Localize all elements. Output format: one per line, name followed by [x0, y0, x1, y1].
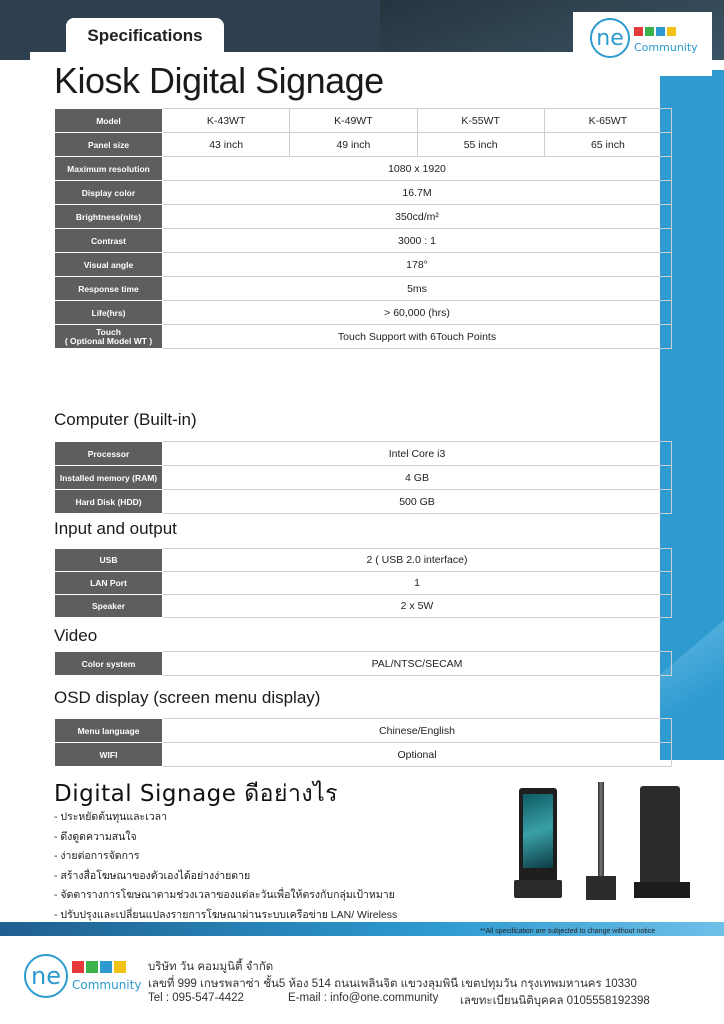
section-heading-video: Video — [54, 626, 98, 645]
row-label: Color system — [55, 652, 163, 676]
row-label: Menu language — [55, 719, 163, 743]
logo-color-squares — [634, 23, 698, 41]
section-heading-io: Input and output — [54, 519, 177, 538]
table-cell: K-43WT — [163, 109, 290, 133]
row-label: WIFI — [55, 743, 163, 767]
table-row — [55, 253, 672, 277]
logo-square-blue — [100, 961, 112, 973]
table-cell: 2 ( USB 2.0 interface) — [163, 549, 672, 572]
table-row — [55, 743, 672, 767]
company-email: E-mail : info@one.community — [288, 992, 439, 1004]
row-label: Visual angle — [55, 253, 163, 277]
table-cell: 43 inch — [163, 133, 290, 157]
logo-square-yellow — [114, 961, 126, 973]
table-row — [55, 490, 672, 514]
row-label: Brightness(nits) — [55, 205, 163, 229]
table-cell: 2 x 5W — [163, 595, 672, 618]
table-cell: 3000 : 1 — [163, 229, 672, 253]
spec-table — [54, 108, 672, 349]
section-heading-computer: Computer (Built-in) — [54, 410, 197, 429]
table-cell: 4 GB — [163, 466, 672, 490]
table-row — [55, 719, 672, 743]
kiosk-stand-base — [514, 880, 562, 898]
logo-square-green — [86, 961, 98, 973]
table-row — [55, 325, 672, 349]
table-row — [55, 442, 672, 466]
io-table — [54, 548, 672, 618]
table-cell: K-49WT — [290, 109, 417, 133]
table-cell: 65 inch — [544, 133, 671, 157]
logo-community: Community — [72, 978, 142, 992]
list-item: - ปรับปรุงและเปลี่ยนแปลงรายการโฆษณาผ่านระบบเครือข่าย LAN/ Wireless — [54, 908, 398, 921]
page-title: Kiosk Digital Signage — [54, 60, 384, 101]
table-cell: 49 inch — [290, 133, 417, 157]
row-label-line1: Touch — [96, 326, 121, 337]
table-cell: Intel Core i3 — [163, 442, 672, 466]
table-row — [55, 277, 672, 301]
logo-ring — [590, 18, 630, 58]
table-cell: 55 inch — [417, 133, 544, 157]
table-cell: 350cd/m² — [163, 205, 672, 229]
brand-logo-footer — [24, 954, 141, 998]
table-cell: K-65WT — [544, 109, 671, 133]
row-label: Display color — [55, 181, 163, 205]
row-label: Installed memory (RAM) — [55, 466, 163, 490]
table-cell: > 60,000 (hrs) — [163, 301, 672, 325]
logo-square-red — [72, 961, 84, 973]
list-item: - ง่ายต่อการจัดการ — [54, 850, 140, 862]
table-cell: PAL/NTSC/SECAM — [163, 652, 672, 676]
video-table — [54, 651, 672, 676]
logo-square-red — [634, 27, 643, 36]
table-row — [55, 205, 672, 229]
list-item: - ดึงดูดความสนใจ — [54, 830, 137, 843]
logo-ring — [24, 954, 68, 998]
table-row — [55, 157, 672, 181]
row-label: Response time — [55, 277, 163, 301]
logo-color-squares — [72, 960, 141, 978]
table-row — [55, 572, 672, 595]
logo-square-green — [645, 27, 654, 36]
logo-text: ne — [31, 962, 61, 990]
table-row — [55, 133, 672, 157]
row-label: Model — [55, 109, 163, 133]
disclaimer-note: **All specification are subjected to change without notice — [480, 928, 656, 935]
row-label: Contrast — [55, 229, 163, 253]
logo-community: Community — [634, 40, 698, 54]
row-label: USB — [55, 549, 163, 572]
osd-table — [54, 718, 672, 767]
row-label: Life(hrs) — [55, 301, 163, 325]
table-cell: Touch Support with 6Touch Points — [163, 325, 672, 349]
table-row — [55, 652, 672, 676]
table-cell: 5ms — [163, 277, 672, 301]
row-label: Panel size — [55, 133, 163, 157]
table-cell: Chinese/English — [163, 719, 672, 743]
logo-square-yellow — [667, 27, 676, 36]
table-row — [55, 301, 672, 325]
row-label-line2: ( Optional Model WT ) — [64, 335, 153, 346]
table-cell: 500 GB — [163, 490, 672, 514]
kiosk-screen-display — [523, 794, 553, 868]
table-row — [55, 181, 672, 205]
logo-square-blue — [656, 27, 665, 36]
row-label: Processor — [55, 442, 163, 466]
benefits-heading: Digital Signage ดีอย่างไร — [54, 781, 339, 807]
list-item: - สร้างสื่อโฆษณาของตัวเองได้อย่างง่ายดาย — [54, 869, 251, 882]
company-address: เลขที่ 999 เกษรพลาซ่า ชั้น5 ห้อง 514 ถนนเพลินจิต แขวงลุมพินี เขตปทุมวัน กรุงเทพมหานคร 10330 — [148, 978, 637, 990]
benefits-list — [54, 808, 397, 925]
table-row — [55, 466, 672, 490]
section-heading-osd: OSD display (screen menu display) — [54, 688, 321, 707]
table-row — [55, 109, 672, 133]
table-cell: 178° — [163, 253, 672, 277]
table-cell: Optional — [163, 743, 672, 767]
row-label: LAN Port — [55, 572, 163, 595]
row-label: Speaker — [55, 595, 163, 618]
list-item: - จัดตารางการโฆษณาตามช่วงเวลาของแต่ละวันเพื่อให้ตรงกับกลุ่มเป้าหมาย — [54, 889, 395, 901]
specifications-tab: Specifications — [66, 18, 224, 54]
company-name: บริษัท วัน คอมมูนิตี้ จำกัด — [148, 961, 274, 973]
kiosk-screen-image — [519, 788, 557, 886]
row-label — [55, 325, 163, 349]
table-cell: 16.7M — [163, 181, 672, 205]
table-cell: 1080 x 1920 — [163, 157, 672, 181]
kiosk-back-base — [634, 882, 690, 898]
list-item: - ประหยัดต้นทุนและเวลา — [54, 811, 168, 823]
brand-logo-top — [590, 18, 698, 58]
computer-table — [54, 441, 672, 514]
table-cell: 1 — [163, 572, 672, 595]
row-label: Maximum resolution — [55, 157, 163, 181]
row-label: Hard Disk (HDD) — [55, 490, 163, 514]
company-phone: Tel : 095-547-4422 — [148, 992, 244, 1004]
kiosk-side-view-image — [598, 782, 604, 878]
company-tax-id: เลขทะเบียนนิติบุคคล 0105558192398 — [460, 995, 650, 1007]
logo-text: ne — [596, 25, 624, 51]
kiosk-side-base — [586, 876, 616, 900]
table-row — [55, 229, 672, 253]
table-row — [55, 549, 672, 572]
kiosk-back-view-image — [640, 786, 680, 890]
table-row — [55, 595, 672, 618]
table-cell: K-55WT — [417, 109, 544, 133]
